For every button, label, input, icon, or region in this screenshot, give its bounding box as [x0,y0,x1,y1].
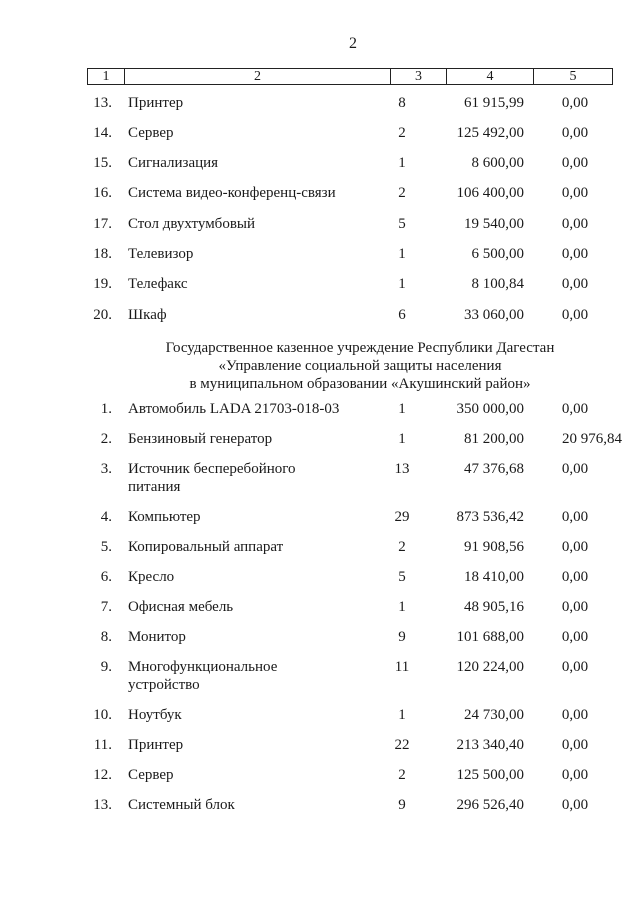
row-name: Бензиновый генератор [128,431,273,447]
row-residual: 0,00 [561,216,589,232]
row-residual: 0,00 [561,599,589,615]
row-name: Система видео-конференц-связи [128,185,336,201]
row-number: 5. [100,539,112,555]
row-residual: 0,00 [561,707,589,723]
section-heading-line: «Управление социальной защиты населения [218,358,502,374]
row-name: Шкаф [128,307,167,323]
row-sum: 350 000,00 [456,401,524,417]
row-number: 8. [100,629,112,645]
row-number: 15. [93,155,112,171]
row-name-line: Многофункциональное [128,659,278,675]
row-number: 14. [93,125,112,141]
row-number: 16. [93,185,112,201]
row-quantity: 11 [394,659,410,675]
row-residual: 0,00 [561,246,589,262]
row-quantity: 1 [398,246,406,262]
row-quantity: 13 [394,461,410,477]
row-sum: 8 600,00 [471,155,524,171]
row-number: 9. [100,659,112,675]
row-quantity: 1 [398,599,406,615]
row-quantity: 1 [398,401,406,417]
row-name: Автомобиль LADA 21703-018-03 [128,401,340,417]
row-number: 6. [100,569,112,585]
row-name: Стол двухтумбовый [128,216,256,232]
row-name: Системный блок [128,797,235,813]
row-residual: 0,00 [561,276,589,292]
row-name: Телефакс [128,276,188,292]
row-number: 20. [93,307,112,323]
row-name: Принтер [128,95,184,111]
table-header-row [87,68,613,85]
column-header: 1 [102,69,110,84]
row-name-line: устройство [128,677,200,693]
row-sum: 33 060,00 [464,307,524,323]
row-residual: 0,00 [561,509,589,525]
row-residual: 0,00 [561,737,589,753]
row-sum: 125 492,00 [456,125,524,141]
row-number: 12. [93,767,112,783]
row-residual: 0,00 [561,767,589,783]
row-sum: 24 730,00 [464,707,524,723]
row-name-line: Источник бесперебойного [128,461,296,477]
row-number: 3. [100,461,112,477]
row-sum: 873 536,42 [456,509,524,525]
row-residual: 0,00 [561,797,589,813]
row-sum: 81 200,00 [464,431,524,447]
row-name: Сервер [128,125,174,141]
row-sum: 213 340,40 [456,737,524,753]
row-sum: 48 905,16 [464,599,524,615]
row-sum: 91 908,56 [464,539,524,555]
section-heading [100,339,620,393]
row-quantity: 1 [398,431,406,447]
section-heading-line: Государственное казенное учреждение Республики Дагестан [165,340,555,356]
row-residual: 0,00 [561,659,589,675]
row-residual: 0,00 [561,461,589,477]
row-name-line: питания [128,479,181,495]
row-name: Компьютер [128,509,201,525]
row-name: Принтер [128,737,184,753]
row-quantity: 1 [398,155,406,171]
row-quantity: 2 [398,125,406,141]
row-quantity: 2 [398,539,406,555]
row-residual: 0,00 [561,401,589,417]
row-quantity: 1 [398,276,406,292]
row-number: 4. [100,509,112,525]
row-quantity: 9 [398,629,406,645]
row-name [128,658,378,694]
row-quantity: 22 [394,737,410,753]
row-quantity: 5 [398,216,406,232]
row-quantity: 29 [394,509,410,525]
row-number: 13. [93,797,112,813]
row-sum: 106 400,00 [456,185,524,201]
row-sum: 19 540,00 [464,216,524,232]
row-quantity: 5 [398,569,406,585]
row-number: 17. [93,216,112,232]
row-number: 19. [93,276,112,292]
row-quantity: 6 [398,307,406,323]
row-quantity: 2 [398,185,406,201]
row-quantity: 2 [398,767,406,783]
row-residual: 0,00 [561,569,589,585]
row-residual: 0,00 [561,539,589,555]
row-sum: 101 688,00 [456,629,524,645]
row-sum: 296 526,40 [456,797,524,813]
row-number: 13. [93,95,112,111]
row-name [128,460,378,496]
row-number: 10. [93,707,112,723]
row-name: Офисная мебель [128,599,234,615]
row-residual: 0,00 [561,307,589,323]
row-sum: 47 376,68 [464,461,524,477]
row-sum: 8 100,84 [471,276,524,292]
row-sum: 18 410,00 [464,569,524,585]
section-heading-line: в муниципальном образовании «Акушинский район» [189,376,531,392]
row-quantity: 8 [398,95,406,111]
row-number: 1. [100,401,112,417]
row-name: Ноутбук [128,707,182,723]
row-name: Сигнализация [128,155,219,171]
row-residual: 0,00 [561,629,589,645]
row-quantity: 1 [398,707,406,723]
row-sum: 120 224,00 [456,659,524,675]
row-sum: 125 500,00 [456,767,524,783]
row-sum: 61 915,99 [464,95,524,111]
row-residual: 0,00 [561,95,589,111]
row-residual: 0,00 [561,125,589,141]
column-header: 4 [486,69,494,84]
row-residual: 0,00 [561,155,589,171]
row-name: Копировальный аппарат [128,539,284,555]
column-header: 3 [415,69,422,84]
row-number: 2. [100,431,112,447]
row-name: Монитор [128,629,186,645]
row-number: 7. [100,599,112,615]
row-sum: 6 500,00 [471,246,524,262]
column-header: 2 [254,69,261,84]
column-header: 5 [569,69,577,84]
row-quantity: 9 [398,797,406,813]
row-name: Сервер [128,767,174,783]
row-name: Кресло [128,569,175,585]
row-number: 11. [93,737,112,753]
row-number: 18. [93,246,112,262]
row-residual: 0,00 [561,185,589,201]
page-number: 2 [349,35,357,52]
row-name: Телевизор [128,246,194,262]
row-residual: 20 976,84 [562,431,622,447]
